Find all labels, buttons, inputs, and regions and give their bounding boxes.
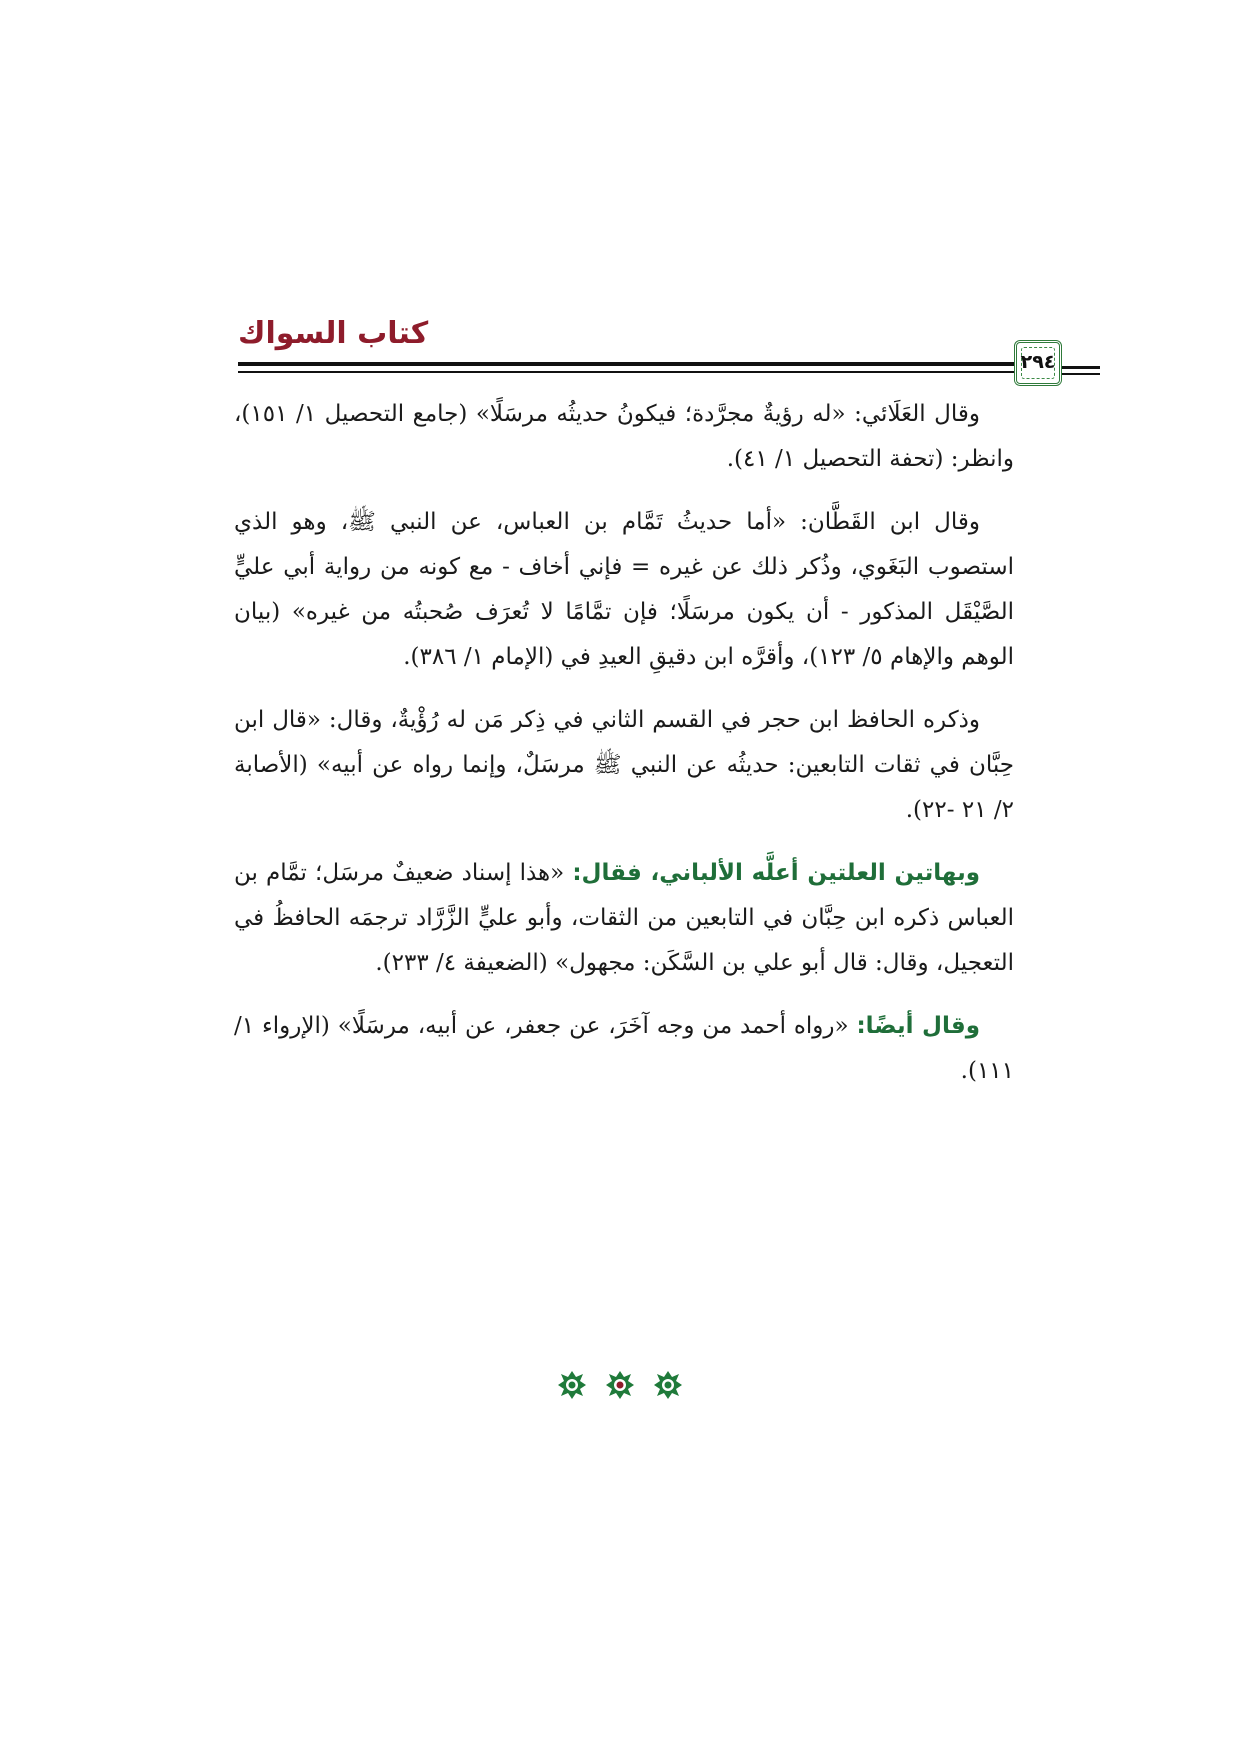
main-text xyxy=(234,392,1014,1094)
octagram-flower-icon xyxy=(653,1370,683,1400)
paragraph-text: وقال العَلَائي: «له رؤيةٌ مجرَّدة؛ فيكونُ حديثُه مرسَلًا» (جامع التحصيل ١/ ١٥١)، وانظر: (تحفة التحصيل ١/ ٤١). xyxy=(234,401,1014,472)
octagram-flower-icon xyxy=(557,1370,587,1400)
paragraph-text: وقال ابن القَطَّان: «أما حديثُ تَمَّام بن العباس، عن النبي ﷺ، وهو الذي استصوب البَغَوي، وذُكر ذلك عن غيره = فإني أخاف - مع كونه من رواية أبي عليٍّ الصَّيْقَل المذكور - أن يكون مرسَلًا؛ فإن تمَّامًا لا تُعرَف صُحبتُه من غيره» (بيان الوهم والإهام ٥/ ١٢٣)، وأقرَّه ابن دقيقِ العيدِ في (الإمام ١/ ٣٨٦). xyxy=(234,509,1014,670)
paragraph-text: «رواه أحمد من وجه آخَرَ، عن جعفر، عن أبيه، مرسَلًا» (الإرواء ١/ ١١١). xyxy=(234,1013,1014,1084)
page-number: ٢٩٤ xyxy=(1020,351,1056,373)
paragraph-lead: وقال أيضًا: xyxy=(856,1013,980,1039)
paragraph-text: وذكره الحافظ ابن حجر في القسم الثاني في ذِكر مَن له رُؤْيةٌ، وقال: «قال ابن حِبَّان في ثقات التابعين: حديثُه عن النبي ﷺ مرسَلٌ، وإنما رواه عن أبيه» (الأصابة ٢/ ٢١ -٢٢). xyxy=(234,707,1014,823)
section-end-ornaments xyxy=(520,1370,720,1410)
paragraph-albani-2 xyxy=(234,1004,1014,1094)
octagram-flower-icon xyxy=(605,1370,635,1400)
header-rule-end xyxy=(1062,366,1100,376)
page-number-badge xyxy=(1014,340,1062,386)
paragraph-ibn-qattan xyxy=(234,500,1014,680)
paragraph-ibn-hajar xyxy=(234,698,1014,833)
paragraph-alalai xyxy=(234,392,1014,482)
paragraph-lead: وبهاتين العلتين أعلَّه الألباني، فقال: xyxy=(572,860,981,886)
paragraph-albani-1 xyxy=(234,851,1014,986)
header-double-rule xyxy=(238,362,1014,376)
paragraph-text: «هذا إسناد ضعيفٌ مرسَل؛ تمَّام بن العباس ذكره ابن حِبَّان في التابعين من الثقات، وأبو عليٍّ الزَّرَّاد ترجمَه الحافظُ في التعجيل، وقال: قال أبو علي بن السَّكَن: مجهول» (الضعيفة ٤/ ٢٣٣). xyxy=(234,860,1014,976)
running-header-title: كتاب السواك xyxy=(238,316,429,351)
